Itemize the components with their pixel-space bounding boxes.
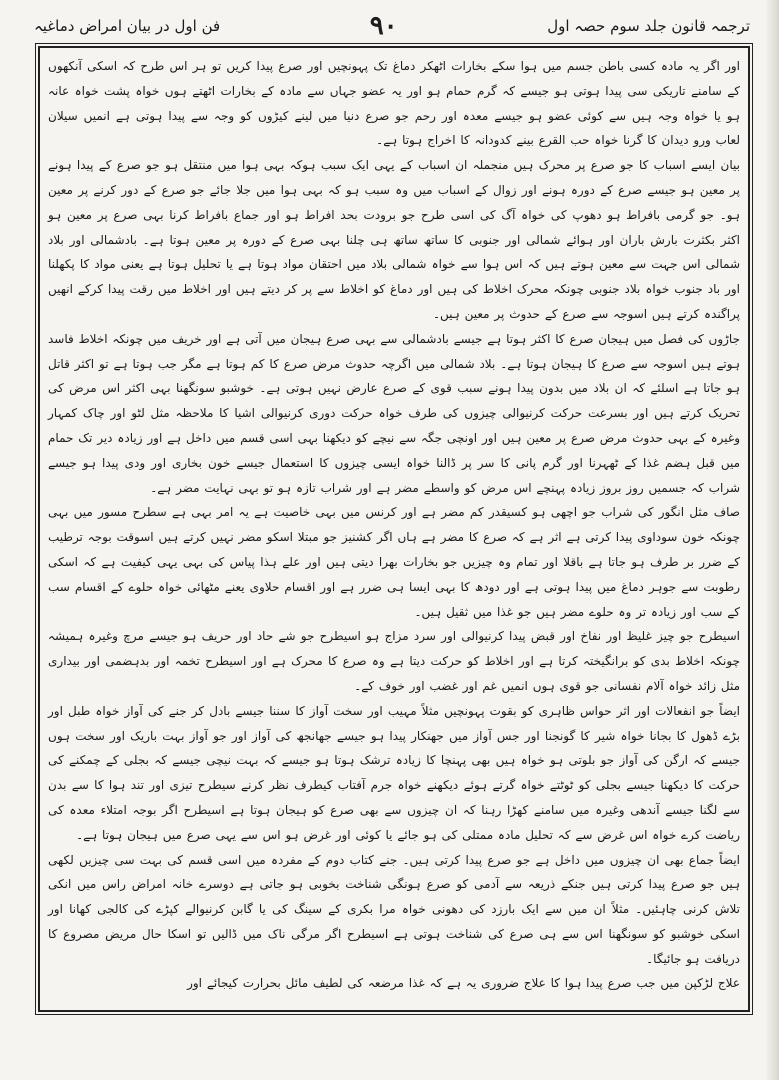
page-number: ۹۰ — [369, 11, 398, 41]
text-frame — [38, 46, 750, 1012]
book-title: ترجمہ قانون جلد سوم حصہ اول — [547, 17, 750, 35]
paragraph: ایضاً جو انفعالات اور اثر حواس ظاہری کو بقوت پہونچیں مثلاً مہیب اور سخت آواز کا سننا جیسے بادل کر جنے کی آواز خواہ طبل اور بڑے ڈھول کا بجانا خواہ شیر کا گونجنا اور جس آواز میں جھنکار پیدا ہو جیسے جھانجھ کی آواز اور جو آواز بہت باریک اور سخت ہوں جیسے کہ ارگن کی آواز جو بلوتی ہو خواہ ہیں بھی پہنچا کا زیادہ ترشک ہوتا ہو جیسے کہ بہت نیچی جیسے کہ بجلی کے چمکنے کی حرکت کا دیکھنا جیسے بجلی کو ٹوٹتے خواہ گرتے ہوئے دیکھنے خواہ جرم آفتاب کیطرف نظر کرنے سیطرح تیزی اور تند ہوا کا سے بدن سے لگنا جیسے آندھی وغیرہ میں سامنے کھڑا رہنا کہ ان چیزوں سے بھی صرع کو ہیجان ہوتا ہے اسیطرح اگر بوجہ امتلاء معدہ کی ریاضت کرے خواہ اس غرض سے کہ تحلیل مادہ ممتلی کی ہو جائے یا کوئی اور غرض ہو اس سے یہی صرع میں ہیجان ہوتا ہے۔ — [48, 703, 740, 842]
section-title: فن اول در بیان امراض دماغیہ — [34, 17, 221, 35]
page-header — [34, 8, 750, 44]
paragraph: ایضاً جماع بھی ان چیزوں میں داخل ہے جو صرع پیدا کرتی ہیں۔ جنے کتاب دوم کے مفردہ میں اسی قسم کی بہت سی چیزیں لکھی ہیں جو صرع پیدا کرتی ہیں جنکے ذریعہ سے آدمی کو صرع ہونگی شناخت بخوبی ہو جاتی ہے دوسرے خانہ امراض راس میں انکی تلاش کرنی چاہئیں۔ مثلاً ان میں سے ایک بارزد کی دھونی خواہ مرا بکری کے سینگ کی یا گابن کرنیوالے کپڑے کی کالجی کھانا اور اسکی خوشبو کو سونگھنا اس سے ہی صرع کی شناخت ہوتی ہے اسیطرح اگر مرگی ناک میں ڈالیں تو اسکا حال مریض مصروع کا دریافت ہو جائیگا۔ — [48, 852, 740, 966]
body-text — [48, 54, 740, 996]
paragraph: بیان ایسے اسباب کا جو صرع پر محرک ہیں منجملہ ان اسباب کے یہی ایک سبب ہوکہ بہی ہوا میں منتقل ہو جو صرع کے پیدا ہونے پر معین ہو جیسے صرع کے دورہ ہونے اور زوال کے اسباب میں وہ سبب ہو کہ بہی ہوا میں جلا جائے جو صرع کے دور کرنے پر معین ہو۔ جو گرمی بافراط ہو دھوپ کی خواہ آگ کی اسی طرح جو برودت بحد افراط ہو اور جماع بافراط کرنا بہی صرع پر معین ہو اکثر بکثرت بارش باران اور ہوائے شمالی اور جنوبی کا ساتھ ساتھ ہی چلنا بہی صرع کے دورہ پر معین ہوتا ہے۔ بادشمالی اور بلاد شمالی اس جہت سے معین ہوتے ہیں کہ اس ہوا سے خواہ شمالی بلاد میں احتقان مواد ہوتا ہے یا تحلیل ہوتا ہے یعنی مواد کا پکھلنا اور باد جنوب خواہ بلاد جنوبی چونکہ محرک اخلاط کی ہیں اور دماغ کو اخلاط سے پر کر دیتے ہیں اور اخلاط میں رقت پیدا کرکے انھیں پراگندہ کرتے ہیں اسوجہ سے صرع کے حدوث پر معین ہیں۔ — [48, 158, 740, 321]
paragraph: علاج لڑکپن میں جب صرع پیدا ہوا کا علاج ضروری یہ ہے کہ غذا مرضعہ کی لطیف مائل بحرارت کیجائے اور — [187, 976, 740, 991]
paragraph: اور اگر یہ مادہ کسی باطن جسم میں ہوا سکے بخارات اٹھکر دماغ تک پہونچیں اور صرع پیدا کریں تو ہر اس طرح کہ اسکی آنکھوں کے سامنے تاریکی سی پیدا ہوتی ہو جیسے کہ گرم حمام ہو اور یہ عضو جہاں سے مادہ کے بخارات اٹھتے ہوں خواہ پشت خواہ عانہ ہو یا خواہ وجہ ہیں سے کوئی عضو ہو جیسے معدہ اور رحم جو صرع دنیا میں لینے کیڑوں کو وجہ سے پیدا ہوتی ہے انمیں سیلان لعاب ورو دیدان کا گرنا خواہ حب القرع بینے کدودانہ کا اخراج ہوتا ہے۔ — [48, 59, 740, 148]
paragraph: صاف مثل انگور کی شراب جو اچھی ہو کسیقدر کم مضر ہے اور کرنس میں بہی خاصیت ہے یہ امر بہی ہے سطرح مسور میں بہی چونکہ خون سوداوی پیدا کرتی ہے اثر ہے کہ صرع کا مضر ہے ہاں اگر کشنیز جو مبتلا اسکو مضر نہیں کرتے ہیں اسوقت بوجہ ترطیب کے ضرر بر طرف ہو جاتا ہے باقلا اور تمام وہ چیزیں جو بخارات بھرا دیتی ہیں اور علے ہذا پیاس کی بہی یہی کیفیت ہے کہ اسکی رطوبت سے جوہر دماغ میں پیدا ہوتی ہے اور دودھ کا بہی ایسا ہی ضرر ہے اور اقسام حلاوی یعنے مٹھائی خواہ حلوے کے اقسام سب کے سب اور زیادہ تر وہ حلوے مضر ہیں جو غذا میں ثقیل ہیں۔ — [47, 505, 740, 619]
paragraph: جاڑوں کی فصل میں ہیجان صرع کا اکثر ہوتا ہے جیسے بادشمالی سے بہی صرع ہیجان میں آتی ہے اور خریف میں چونکہ اخلاط فاسد ہوتے ہیں اسوجہ سے صرع کا ہیجان ہوتا ہے۔ بلاد شمالی میں اگرچہ حدوث مرض صرع کا کم ہوتا ہے مگر جب ہوتا ہے تو اکثر قاتل ہو جاتا ہے اسلئے کہ ان بلاد میں بدون پیدا ہونے سبب قوی کے صرع عارض نہیں ہوتی ہے۔ خوشبو سونگھنا بہی اکثر اس مرض کی تحریک کرتے ہیں اور بسرعت حرکت کرنیوالی چیزوں کی طرف خواہ حرکت دوری کرنیوالی اشیا کا ملاحظہ مثل لٹو اور چاک کمہار وغیرہ کے بہی حدوث مرض صرع پر معین ہیں اور اونچی جگہ سے نیچے کو دیکھنا بہی اسی قسم میں داخل ہے اور زیادہ دیر تک حمام میں قبل ہضم غذا کے ٹھہرنا اور گرم پانی کا سر پر ڈالنا خواہ ایسی چیزوں کا استعمال جیسے خون بخاری اور ودی پیدا ہو جیسے شراب کہ جسمیں روز بروز زیادہ پہنچے اس مرض کو واسطے مضر ہے اور شراب تازہ ہو تو بہی نہایت مضر ہے۔ — [48, 331, 740, 495]
paragraph: اسیطرح جو چیز غلیظ اور نفاخ اور قبض پیدا کرنیوالی اور سرد مزاج ہو اسیطرح جو شے حاد اور حریف ہو جیسے مرچ وغیرہ ہمیشہ چونکہ اخلاط بدی کو برانگیختہ کرتا ہے اور اخلاط کو حرکت دیتا ہے وہ صرع کا محرک ہے اور اسیطرح تخمہ اور بدہضمی اور بیداری مثل زائد خواہ آلام نفسانی جو قوی ہوں انمیں غم اور غضب اور خوف کے۔ — [48, 629, 740, 693]
scan-shadow — [765, 0, 779, 1080]
